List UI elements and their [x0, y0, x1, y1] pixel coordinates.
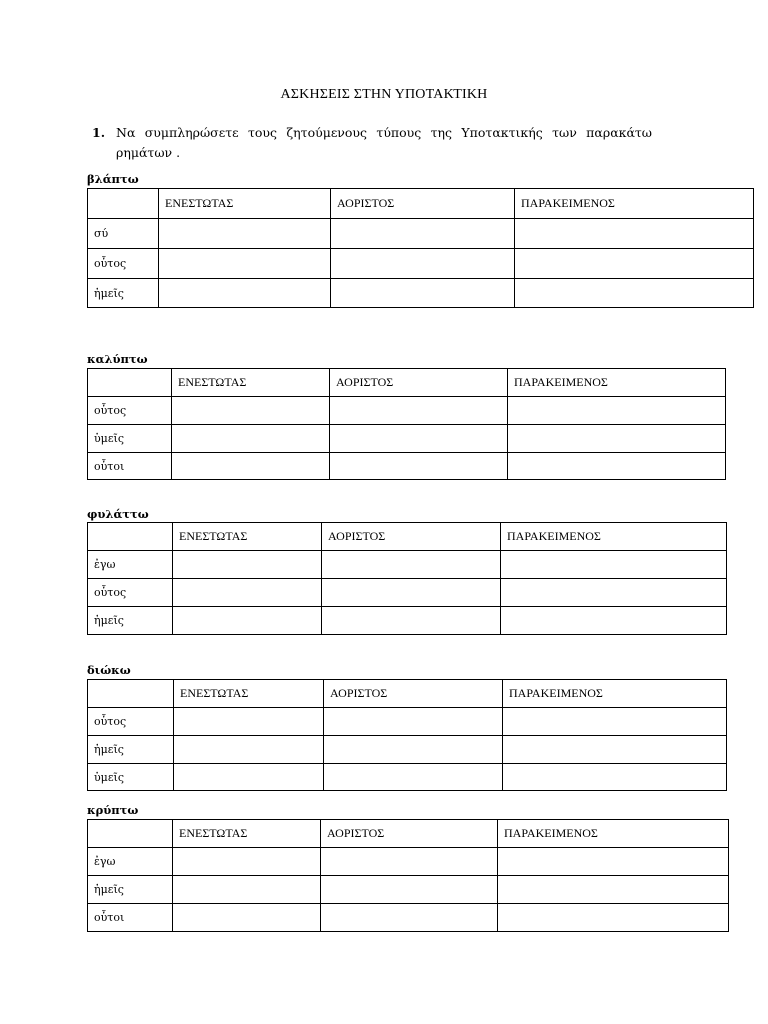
pronoun-cell: οὗτοι	[88, 904, 173, 932]
answer-cell[interactable]	[508, 397, 726, 425]
answer-cell[interactable]	[172, 425, 330, 453]
answer-cell[interactable]	[322, 551, 501, 579]
answer-cell[interactable]	[501, 579, 727, 607]
header-perfect: ΠΑΡΑΚΕΙΜΕΝΟΣ	[501, 523, 727, 551]
pronoun-cell: ἡμεῖς	[88, 736, 174, 764]
header-perfect: ΠΑΡΑΚΕΙΜΕΝΟΣ	[498, 820, 729, 848]
answer-cell[interactable]	[172, 453, 330, 480]
answer-cell[interactable]	[515, 219, 754, 249]
answer-cell[interactable]	[173, 876, 321, 904]
corner-cell	[88, 680, 174, 708]
answer-cell[interactable]	[508, 453, 726, 480]
pronoun-cell: ἡμεῖς	[88, 607, 173, 635]
conjugation-table	[87, 188, 754, 308]
answer-cell[interactable]	[503, 764, 727, 791]
answer-cell[interactable]	[503, 708, 727, 736]
header-perfect: ΠΑΡΑΚΕΙΜΕΝΟΣ	[508, 369, 726, 397]
pronoun-cell: οὗτος	[88, 579, 173, 607]
conjugation-table	[87, 819, 729, 932]
corner-cell	[88, 189, 159, 219]
answer-cell[interactable]	[173, 551, 322, 579]
answer-cell[interactable]	[330, 397, 508, 425]
answer-cell[interactable]	[322, 607, 501, 635]
answer-cell[interactable]	[174, 736, 324, 764]
pronoun-cell: οὗτοι	[88, 453, 172, 480]
answer-cell[interactable]	[172, 397, 330, 425]
pronoun-cell: οὗτος	[88, 397, 172, 425]
pronoun-cell: σύ	[88, 219, 159, 249]
exercise-text: Να συμπληρώσετε τους ζητούμενους τύπους της Υποτακτικής των παρακάτω ρημάτων .	[116, 125, 652, 160]
verb-label: φυλάττω	[87, 507, 149, 521]
answer-cell[interactable]	[321, 848, 498, 876]
answer-cell[interactable]	[173, 607, 322, 635]
answer-cell[interactable]	[174, 764, 324, 791]
verb-label: βλάπτω	[87, 172, 139, 186]
answer-cell[interactable]	[498, 876, 729, 904]
header-aorist: ΑΟΡΙΣΤΟΣ	[324, 680, 503, 708]
corner-cell	[88, 523, 173, 551]
verb-label: κρύπτω	[87, 803, 139, 817]
answer-cell[interactable]	[322, 579, 501, 607]
pronoun-cell: ὑμεῖς	[88, 425, 172, 453]
answer-cell[interactable]	[174, 708, 324, 736]
exercise-number: 1.	[92, 125, 106, 140]
answer-cell[interactable]	[508, 425, 726, 453]
answer-cell[interactable]	[331, 249, 515, 279]
answer-cell[interactable]	[159, 249, 331, 279]
answer-cell[interactable]	[324, 708, 503, 736]
answer-cell[interactable]	[498, 848, 729, 876]
header-present: ΕΝΕΣΤΩΤΑΣ	[173, 523, 322, 551]
answer-cell[interactable]	[331, 279, 515, 308]
exercise-instruction	[92, 123, 652, 163]
answer-cell[interactable]	[330, 425, 508, 453]
pronoun-cell: ἐγω	[88, 551, 173, 579]
conjugation-table	[87, 368, 726, 480]
pronoun-cell: ἡμεῖς	[88, 279, 159, 308]
header-aorist: ΑΟΡΙΣΤΟΣ	[330, 369, 508, 397]
pronoun-cell: ἡμεῖς	[88, 876, 173, 904]
verb-label: καλύπτω	[87, 352, 148, 366]
answer-cell[interactable]	[515, 279, 754, 308]
verb-label: διώκω	[87, 663, 131, 677]
header-present: ΕΝΕΣΤΩΤΑΣ	[159, 189, 331, 219]
header-perfect: ΠΑΡΑΚΕΙΜΕΝΟΣ	[515, 189, 754, 219]
answer-cell[interactable]	[159, 219, 331, 249]
answer-cell[interactable]	[173, 579, 322, 607]
answer-cell[interactable]	[321, 904, 498, 932]
pronoun-cell: οὗτος	[88, 249, 159, 279]
conjugation-table	[87, 522, 727, 635]
answer-cell[interactable]	[159, 279, 331, 308]
header-perfect: ΠΑΡΑΚΕΙΜΕΝΟΣ	[503, 680, 727, 708]
answer-cell[interactable]	[501, 551, 727, 579]
answer-cell[interactable]	[330, 453, 508, 480]
answer-cell[interactable]	[503, 736, 727, 764]
pronoun-cell: ὑμεῖς	[88, 764, 174, 791]
conjugation-table	[87, 679, 727, 791]
answer-cell[interactable]	[321, 876, 498, 904]
answer-cell[interactable]	[498, 904, 729, 932]
pronoun-cell: οὗτος	[88, 708, 174, 736]
header-present: ΕΝΕΣΤΩΤΑΣ	[172, 369, 330, 397]
answer-cell[interactable]	[501, 607, 727, 635]
answer-cell[interactable]	[173, 848, 321, 876]
answer-cell[interactable]	[324, 736, 503, 764]
answer-cell[interactable]	[515, 249, 754, 279]
header-present: ΕΝΕΣΤΩΤΑΣ	[173, 820, 321, 848]
corner-cell	[88, 820, 173, 848]
page-title: ΑΣΚΗΣΕΙΣ ΣΤΗΝ ΥΠΟΤΑΚΤΙΚΗ	[280, 87, 488, 102]
header-present: ΕΝΕΣΤΩΤΑΣ	[174, 680, 324, 708]
header-aorist: ΑΟΡΙΣΤΟΣ	[331, 189, 515, 219]
header-aorist: ΑΟΡΙΣΤΟΣ	[321, 820, 498, 848]
header-aorist: ΑΟΡΙΣΤΟΣ	[322, 523, 501, 551]
pronoun-cell: ἐγω	[88, 848, 173, 876]
answer-cell[interactable]	[173, 904, 321, 932]
answer-cell[interactable]	[324, 764, 503, 791]
corner-cell	[88, 369, 172, 397]
answer-cell[interactable]	[331, 219, 515, 249]
